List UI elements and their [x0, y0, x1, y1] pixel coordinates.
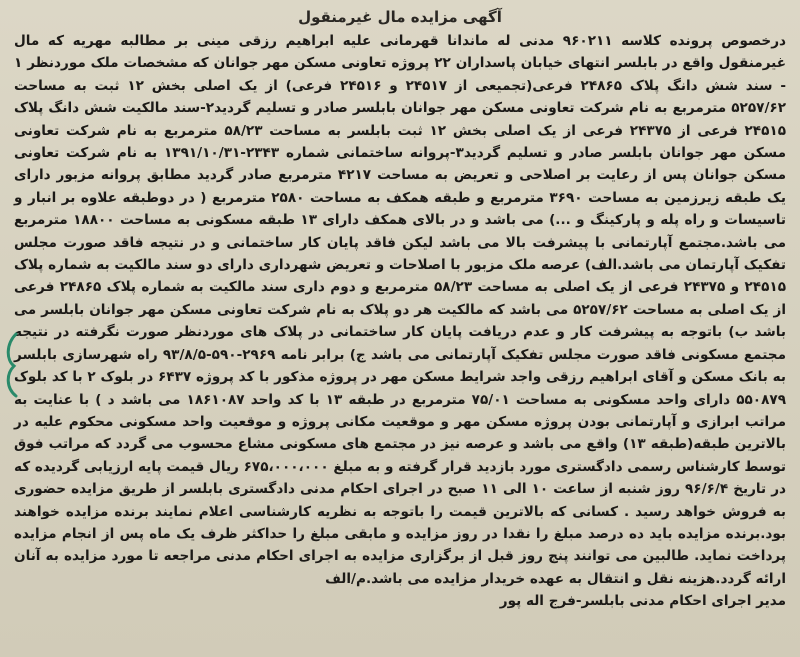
- pen-mark-icon: [2, 330, 22, 400]
- notice-body: [14, 30, 786, 590]
- notice-title: آگهی مزایده مال غیرمنقول: [298, 8, 502, 26]
- notice-signature: مدیر اجرای احکام مدنی بابلسر-فرج اله پور: [499, 593, 786, 610]
- notice-paragraph: درخصوص پرونده کلاسه ۹۶۰۲۱۱ مدنی له ماندانا قهرمانی علیه ابراهیم رزقی مینی بر مطالبه مهریه که مال غیرمنقول واقع در بابلسر انتهای خیابان پاسداران ۲۲ پروژه تعاونی مسکن مهر جوانان که مشخصات ملک موردنظر ۱ - سند شش دانگ پلاک ۲۴۸۶۵ فرعی(تجمیعی از ۲۴۵۱۷ و ۲۴۵۱۶ فرعی) از یک اصلی بخش ۱۲ ثبت به مساحت ۵۲۵۷/۶۲ مترمربع به نام شرکت تعاونی مسکن مهر جوانان بابلسر صادر و تسلیم گردید۲-سند مالکیت شش دانگ پلاک ۲۴۵۱۵ فرعی از ۲۴۳۷۵ فرعی از یک اصلی بخش ۱۲ ثبت بابلسر به مساحت ۵۸/۲۳ مترمربع به نام شرکت تعاونی مسکن مهر جوانان بابلسر صادر و تسلیم گردید۳-پروانه ساختمانی شماره ۲۳۴۳-۱۳۹۱/۱۰/۳۱ به نام شرکت تعاونی مسکن جوانان پس از رعایت بر اصلاحی و تعریض به مساحت ۴۲۱۷ مترمربع صادر گردید مطابق پروانه مزبور دارای یک طبقه زیرزمین به مساحت ۳۶۹۰ مترمربع و طبقه همکف به مساحت ۲۵۸۰ مترمربع ( در دوطبقه علاوه بر انبار و تاسیسات و راه پله و پارکینگ و ...) می باشد و در بالای همکف دارای ۱۳ طبقه مسکونی به مساحت ۱۸۸۰۰ مترمربع می باشد.مجتمع آپارتمانی با پیشرفت بالا می باشد لیکن فاقد پایان کار ساختمانی و در نتیجه فاقد صورت مجلس تفکیک آپارتمان می باشد.الف) عرصه ملک مزبور با اصلاحات و تعریض شهرداری دارای دو سند مالکیت به شماره پلاک ۲۴۵۱۵ و ۲۴۳۷۵ فرعی از یک اصلی به مساحت ۵۸/۲۳ مترمربع و دوم داری سند مالکیت به شماره پلاک ۲۴۸۶۵ فرعی از یک اصلی به مساحت ۵۲۵۷/۶۲ می باشد که مالکیت هر دو پلاک به نام شرکت تعاونی مسکن مهر جوانان بابلسر می باشد ب) باتوجه به پیشرفت کار و عدم دریافت پایان کار ساختمانی در پلاک های موردنظر صورت نگرفته در نتیجه مجتمع مسکونی فاقد صورت مجلس تفکیک آپارتمانی می باشد ج) برابر نامه ۲۹۶۹-۵۹۰-۹۳/۸/۵ راه شهرسازی بابلسر به بانک مسکن و آقای ابراهیم رزقی واجد شرایط مسکن مهر در پروژه مذکور با کد پروژه ۶۴۳۷ در بلوک ۲ با کد بلوک ۵۵۰۸۷۹ دارای واحد مسکونی به مساحت ۷۵/۰۱ مترمربع در طبقه ۱۳ با کد واحد ۱۸۶۱۰۸۷ می باشد د ) با عنایت به مراتب ابرازی و آپارتمانی بودن پروژه مسکن مهر و موقعیت مکانی پروژه و موقعیت واحد مسکونی محکوم علیه در بالاترین طبقه(طبقه ۱۳) واقع می باشد و عرصه نیز در مجتمع های مسکونی مشاع محسوب می گردد که مراتب فوق توسط کارشناس رسمی دادگستری مورد بازدید قرار گرفته و به مبلغ ۶۷۵،۰۰۰،۰۰۰ ریال قیمت پایه ارزیابی گردیده که در تاریخ ۹۶/۶/۴ روز شنبه از ساعت ۱۰ الی ۱۱ صبح در اجرای احکام مدنی دادگستری بابلسر از طریق مزایده حضوری به فروش خواهد رسید . کسانی که بالاترین قیمت را باتوجه به نظریه کارشناسی اعلام نمایند برنده مزایده خواهند بود.برنده مزایده باید ده درصد مبلغ را نقدا در روز مزایده و مابقی مبلغ را حداکثر ظرف یک ماه پس از انجام مزایده پرداخت نماید. طالبین می توانند پنج روز قبل از برگزاری مزایده به اجرای احکام مدنی مراجعه تا مورد مزایده به آنان ارائه گردد.هزینه نقل و انتقال به عهده خریدار مزایده می باشد.م/الف: [14, 33, 787, 587]
